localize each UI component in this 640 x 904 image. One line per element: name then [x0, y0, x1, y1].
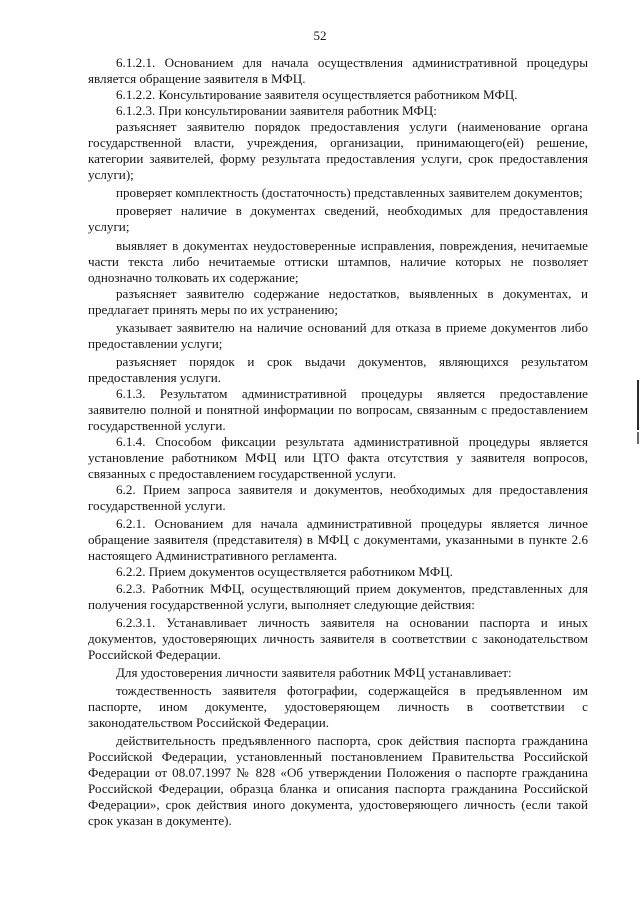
paragraph: разъясняет заявителю порядок предоставления услуги (наименование органа государственной власти, учреждения, организации, принимающего(ей) решение, категории заявителей, форму результата предоставления услуги, срок предоставления услуги); [88, 119, 588, 183]
paragraph: Для удостоверения личности заявителя работник МФЦ устанавливает: [116, 664, 512, 680]
paragraph: 6.1.4. Способом фиксации результата административной процедуры является установление работником МФЦ или ЦТО факта отсутствия у заявителя вопросов, связанных с предоставлением государственной услуги. [88, 434, 588, 482]
paragraph: выявляет в документах неудостоверенные исправления, повреждения, нечитаемые части текста либо нечитаемые оттиски штампов, наличие которых не позволяет однозначно толковать их содержание; [88, 237, 588, 285]
paragraph: 6.2.3.1. Устанавливает личность заявителя на основании паспорта и иных документов, удостоверяющих личность заявителя в соответствии с законодательством Российской Федерации. [88, 614, 588, 662]
paragraph: 6.2. Прием запроса заявителя и документов, необходимых для предоставления государственной услуги. [88, 482, 588, 514]
scan-edge-mark [637, 380, 639, 430]
paragraph: проверяет комплектность (достаточность) представленных заявителем документов; [116, 185, 583, 201]
paragraph: разъясняет порядок и срок выдачи документов, являющихся результатом предоставления услуги. [88, 353, 588, 385]
paragraph: 6.1.2.1. Основанием для начала осуществления административной процедуры является обращение заявителя в МФЦ. [88, 55, 588, 87]
page-number: 52 [313, 28, 327, 43]
paragraph: 6.1.2.2. Консультирование заявителя осуществляется работником МФЦ. [116, 87, 518, 103]
paragraph: 6.2.3. Работник МФЦ, осуществляющий прием документов, представленных для получения государственной услуги, выполняет следующие действия: [88, 580, 588, 612]
paragraph: тождественность заявителя фотографии, содержащейся в предъявленном им паспорте, ином документе, удостоверяющем личность в соответствии с законодательством Российской Федерации. [88, 682, 588, 730]
scan-edge-mark [637, 432, 639, 444]
paragraph: 6.2.1. Основанием для начала административной процедуры является личное обращение заявителя (представителя) в МФЦ с документами, указанными в пункте 2.6 настоящего Административного регламента. [88, 516, 588, 564]
paragraph: указывает заявителю на наличие оснований для отказа в приеме документов либо предоставлении услуги; [88, 319, 588, 351]
paragraph: 6.2.2. Прием документов осуществляется работником МФЦ. [116, 564, 453, 580]
paragraph: разъясняет заявителю содержание недостатков, выявленных в документах, и предлагает принять меры по их устранению; [88, 285, 588, 317]
paragraph: действительность предъявленного паспорта, срок действия паспорта гражданина Российской Федерации, установленный постановлением Правительства Российской Федерации от 08.07.1997 № 828 «Об утверждении Положения о паспорте гражданина Российской Федерации, образца бланка и описания паспорта гражданина Российской Федерации», срок действия иного документа, удостоверяющего личность (если такой срок указан в документе). [88, 732, 588, 829]
paragraph: проверяет наличие в документах сведений, необходимых для предоставления услуги; [88, 203, 588, 235]
document-body [88, 55, 588, 829]
paragraph: 6.1.2.3. При консультировании заявителя работник МФЦ: [116, 103, 437, 119]
paragraph: 6.1.3. Результатом административной процедуры является предоставление заявителю полной и понятной информации по вопросам, связанным с предоставлением государственной услуги. [88, 385, 588, 434]
